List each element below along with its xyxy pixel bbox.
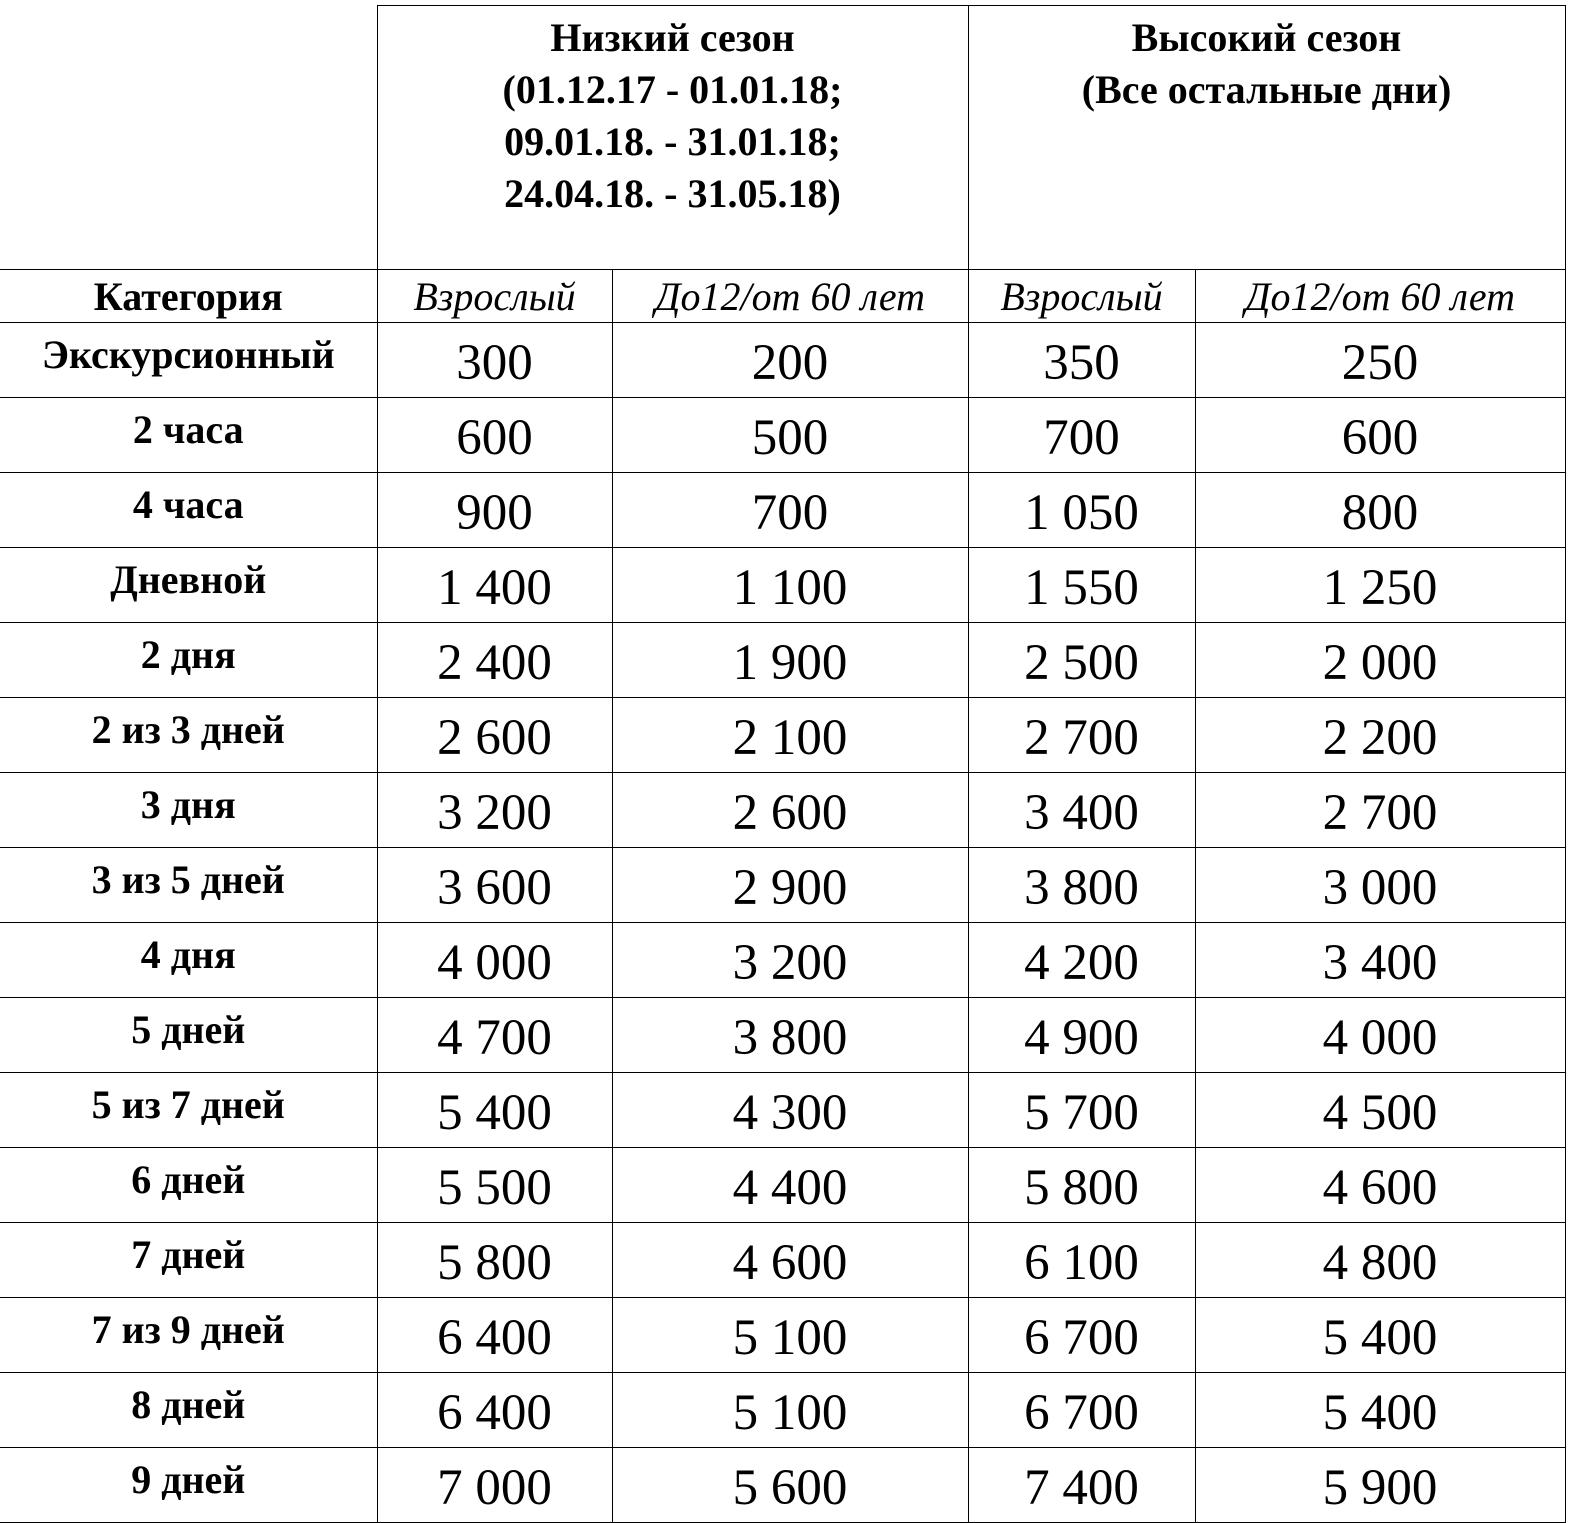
low-adult-price: 6 400 xyxy=(377,1298,612,1373)
high-child-senior-price: 5 400 xyxy=(1195,1373,1565,1448)
high-adult-price: 350 xyxy=(968,323,1195,398)
low-adult-price: 5 800 xyxy=(377,1223,612,1298)
table-row xyxy=(0,548,1565,623)
low-season-dates-line: 09.01.18. - 31.01.18; xyxy=(504,119,841,164)
table-row xyxy=(0,1148,1565,1223)
low-adult-price: 900 xyxy=(377,473,612,548)
high-child-senior-header: До12/от 60 лет xyxy=(1195,270,1565,323)
high-adult-price: 2 500 xyxy=(968,623,1195,698)
low-adult-price: 1 400 xyxy=(377,548,612,623)
row-category-label: Дневной xyxy=(0,548,377,623)
high-child-senior-price: 4 000 xyxy=(1195,998,1565,1073)
low-child-senior-price: 1 900 xyxy=(612,623,968,698)
high-child-senior-price: 4 600 xyxy=(1195,1148,1565,1223)
high-adult-price: 6 700 xyxy=(968,1373,1195,1448)
low-adult-header: Взрослый xyxy=(377,270,612,323)
low-adult-price: 2 600 xyxy=(377,698,612,773)
high-child-senior-price: 5 900 xyxy=(1195,1448,1565,1523)
row-category-label: 2 из 3 дней xyxy=(0,698,377,773)
row-category-label: 9 дней xyxy=(0,1448,377,1523)
high-adult-price: 3 400 xyxy=(968,773,1195,848)
low-child-senior-price: 5 100 xyxy=(612,1298,968,1373)
high-adult-price: 1 550 xyxy=(968,548,1195,623)
high-adult-price: 2 700 xyxy=(968,698,1195,773)
high-child-senior-price: 4 500 xyxy=(1195,1073,1565,1148)
row-category-label: 2 часа xyxy=(0,398,377,473)
low-child-senior-price: 4 400 xyxy=(612,1148,968,1223)
table-row xyxy=(0,848,1565,923)
low-child-senior-price: 4 300 xyxy=(612,1073,968,1148)
low-adult-price: 7 000 xyxy=(377,1448,612,1523)
high-adult-price: 6 700 xyxy=(968,1298,1195,1373)
row-category-label: 2 дня xyxy=(0,623,377,698)
high-adult-price: 5 800 xyxy=(968,1148,1195,1223)
low-adult-price: 4 000 xyxy=(377,923,612,998)
table-row xyxy=(0,923,1565,998)
low-adult-price: 3 200 xyxy=(377,773,612,848)
high-child-senior-price: 250 xyxy=(1195,323,1565,398)
low-adult-price: 5 500 xyxy=(377,1148,612,1223)
row-category-label: 7 дней xyxy=(0,1223,377,1298)
high-child-senior-price: 5 400 xyxy=(1195,1298,1565,1373)
table-row xyxy=(0,698,1565,773)
low-child-senior-price: 2 900 xyxy=(612,848,968,923)
low-child-senior-price: 2 600 xyxy=(612,773,968,848)
low-season-dates-line: (01.12.17 - 01.01.18; xyxy=(502,67,843,112)
table-row xyxy=(0,1373,1565,1448)
low-child-senior-price: 500 xyxy=(612,398,968,473)
row-category-label: 6 дней xyxy=(0,1148,377,1223)
low-adult-price: 3 600 xyxy=(377,848,612,923)
high-adult-price: 5 700 xyxy=(968,1073,1195,1148)
low-adult-price: 4 700 xyxy=(377,998,612,1073)
price-table xyxy=(0,5,1566,1523)
row-category-label: Экскурсионный xyxy=(0,323,377,398)
high-season-dates-line: (Все остальные дни) xyxy=(1081,67,1452,112)
high-season-header xyxy=(968,6,1565,270)
high-child-senior-price: 600 xyxy=(1195,398,1565,473)
high-adult-price: 3 800 xyxy=(968,848,1195,923)
low-child-senior-price: 1 100 xyxy=(612,548,968,623)
low-adult-price: 300 xyxy=(377,323,612,398)
high-season-title: Высокий сезон xyxy=(1131,15,1402,60)
table-row xyxy=(0,773,1565,848)
low-adult-price: 5 400 xyxy=(377,1073,612,1148)
low-season-title: Низкий сезон xyxy=(550,15,795,60)
low-adult-price: 6 400 xyxy=(377,1373,612,1448)
category-header: Категория xyxy=(0,270,377,323)
high-adult-price: 7 400 xyxy=(968,1448,1195,1523)
high-child-senior-price: 800 xyxy=(1195,473,1565,548)
low-child-senior-header: До12/от 60 лет xyxy=(612,270,968,323)
low-child-senior-price: 3 200 xyxy=(612,923,968,998)
table-row xyxy=(0,398,1565,473)
table-row xyxy=(0,1298,1565,1373)
high-adult-price: 700 xyxy=(968,398,1195,473)
high-child-senior-price: 2 700 xyxy=(1195,773,1565,848)
low-season-header xyxy=(377,6,968,270)
high-adult-header: Взрослый xyxy=(968,270,1195,323)
table-row xyxy=(0,1073,1565,1148)
high-child-senior-price: 2 000 xyxy=(1195,623,1565,698)
low-child-senior-price: 200 xyxy=(612,323,968,398)
low-child-senior-price: 3 800 xyxy=(612,998,968,1073)
row-category-label: 5 дней xyxy=(0,998,377,1073)
high-child-senior-price: 3 000 xyxy=(1195,848,1565,923)
row-category-label: 4 дня xyxy=(0,923,377,998)
high-child-senior-price: 4 800 xyxy=(1195,1223,1565,1298)
table-row xyxy=(0,623,1565,698)
table-row xyxy=(0,998,1565,1073)
high-adult-price: 1 050 xyxy=(968,473,1195,548)
table-row xyxy=(0,473,1565,548)
corner-cell xyxy=(0,6,377,270)
season-header-row xyxy=(0,6,1565,270)
table-row xyxy=(0,323,1565,398)
low-adult-price: 2 400 xyxy=(377,623,612,698)
low-adult-price: 600 xyxy=(377,398,612,473)
row-category-label: 5 из 7 дней xyxy=(0,1073,377,1148)
price-rows xyxy=(0,323,1565,1523)
low-child-senior-price: 5 600 xyxy=(612,1448,968,1523)
low-season-dates-line: 24.04.18. - 31.05.18) xyxy=(504,171,841,216)
row-category-label: 8 дней xyxy=(0,1373,377,1448)
low-child-senior-price: 2 100 xyxy=(612,698,968,773)
high-child-senior-price: 1 250 xyxy=(1195,548,1565,623)
row-category-label: 3 дня xyxy=(0,773,377,848)
column-header-row xyxy=(0,270,1565,323)
table-row xyxy=(0,1223,1565,1298)
row-category-label: 3 из 5 дней xyxy=(0,848,377,923)
high-child-senior-price: 3 400 xyxy=(1195,923,1565,998)
low-child-senior-price: 4 600 xyxy=(612,1223,968,1298)
table-row xyxy=(0,1448,1565,1523)
high-adult-price: 4 200 xyxy=(968,923,1195,998)
row-category-label: 4 часа xyxy=(0,473,377,548)
high-adult-price: 6 100 xyxy=(968,1223,1195,1298)
low-child-senior-price: 5 100 xyxy=(612,1373,968,1448)
row-category-label: 7 из 9 дней xyxy=(0,1298,377,1373)
high-adult-price: 4 900 xyxy=(968,998,1195,1073)
low-child-senior-price: 700 xyxy=(612,473,968,548)
high-child-senior-price: 2 200 xyxy=(1195,698,1565,773)
